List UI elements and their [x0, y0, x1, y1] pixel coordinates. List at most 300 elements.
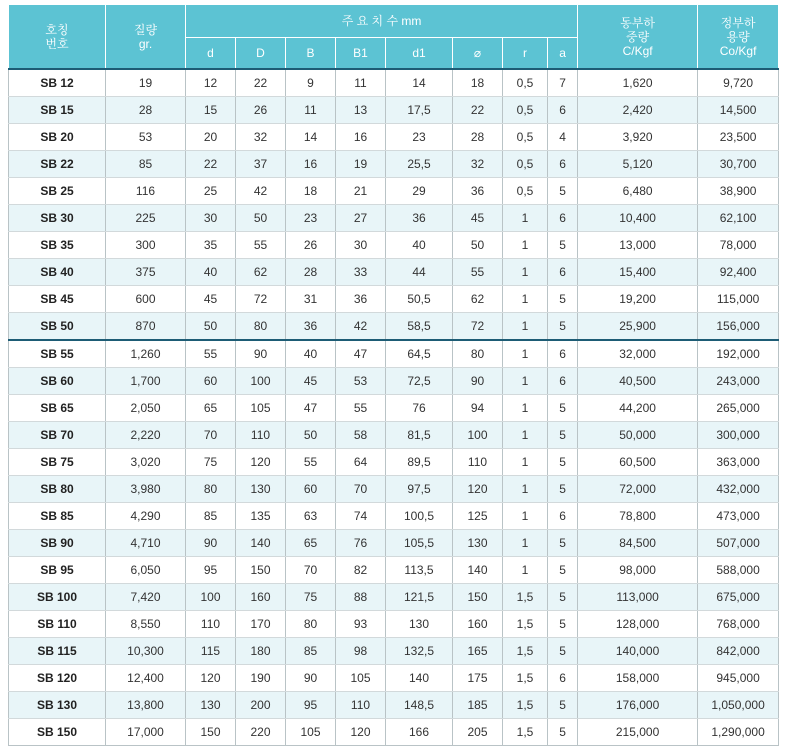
cell-static-load: 62,100	[698, 205, 779, 232]
cell-D: 220	[236, 719, 286, 746]
cell-D: 37	[236, 151, 286, 178]
header-dim-d1: d1	[386, 38, 453, 70]
cell-B: 14	[286, 124, 336, 151]
cell-d: 65	[186, 395, 236, 422]
cell-d1: 76	[386, 395, 453, 422]
cell-weight: 17,000	[106, 719, 186, 746]
cell-B1: 76	[336, 530, 386, 557]
cell-B: 36	[286, 313, 336, 341]
cell-dynamic-load: 6,480	[578, 178, 698, 205]
header-weight	[106, 5, 186, 70]
cell-weight: 85	[106, 151, 186, 178]
cell-B1: 74	[336, 503, 386, 530]
cell-d1: 14	[386, 69, 453, 97]
cell-B: 47	[286, 395, 336, 422]
table-row	[9, 584, 779, 611]
cell-D: 50	[236, 205, 286, 232]
cell-a: 5	[548, 449, 578, 476]
cell-a: 5	[548, 557, 578, 584]
cell-d1: 40	[386, 232, 453, 259]
cell-B: 80	[286, 611, 336, 638]
cell-diameter: 50	[453, 232, 503, 259]
cell-B1: 93	[336, 611, 386, 638]
bearing-spec-table	[8, 4, 779, 746]
cell-B: 65	[286, 530, 336, 557]
cell-d1: 121,5	[386, 584, 453, 611]
cell-dynamic-load: 15,400	[578, 259, 698, 286]
cell-diameter: 62	[453, 286, 503, 313]
cell-weight: 2,050	[106, 395, 186, 422]
cell-d: 40	[186, 259, 236, 286]
cell-designation: SB 50	[9, 313, 106, 341]
cell-B1: 53	[336, 368, 386, 395]
cell-static-load: 30,700	[698, 151, 779, 178]
cell-D: 135	[236, 503, 286, 530]
cell-diameter: 175	[453, 665, 503, 692]
cell-d1: 166	[386, 719, 453, 746]
cell-static-load: 842,000	[698, 638, 779, 665]
cell-static-load: 768,000	[698, 611, 779, 638]
cell-dynamic-load: 32,000	[578, 340, 698, 368]
cell-r: 1	[503, 259, 548, 286]
cell-diameter: 205	[453, 719, 503, 746]
cell-B1: 120	[336, 719, 386, 746]
cell-B: 60	[286, 476, 336, 503]
cell-r: 1	[503, 422, 548, 449]
cell-weight: 12,400	[106, 665, 186, 692]
cell-a: 4	[548, 124, 578, 151]
cell-r: 1	[503, 340, 548, 368]
cell-r: 0,5	[503, 69, 548, 97]
header-dim-r: r	[503, 38, 548, 70]
cell-weight: 4,710	[106, 530, 186, 557]
cell-D: 110	[236, 422, 286, 449]
cell-d: 25	[186, 178, 236, 205]
cell-B1: 27	[336, 205, 386, 232]
cell-a: 7	[548, 69, 578, 97]
cell-B: 50	[286, 422, 336, 449]
cell-diameter: 150	[453, 584, 503, 611]
cell-designation: SB 95	[9, 557, 106, 584]
cell-r: 1	[503, 449, 548, 476]
cell-designation: SB 55	[9, 340, 106, 368]
cell-a: 5	[548, 476, 578, 503]
cell-B1: 30	[336, 232, 386, 259]
cell-r: 1,5	[503, 665, 548, 692]
cell-B1: 70	[336, 476, 386, 503]
cell-r: 1	[503, 313, 548, 341]
cell-r: 1,5	[503, 692, 548, 719]
header-designation-line2: 번호	[45, 36, 69, 51]
cell-weight: 13,800	[106, 692, 186, 719]
cell-dynamic-load: 98,000	[578, 557, 698, 584]
cell-D: 190	[236, 665, 286, 692]
cell-a: 5	[548, 395, 578, 422]
table-row	[9, 178, 779, 205]
cell-d1: 105,5	[386, 530, 453, 557]
header-designation-line1: 호칭	[45, 22, 69, 37]
cell-B: 90	[286, 665, 336, 692]
table-row	[9, 368, 779, 395]
table-row	[9, 151, 779, 178]
header-dim-diameter: ⌀	[453, 38, 503, 70]
header-dynamic-load	[578, 5, 698, 70]
cell-r: 1	[503, 368, 548, 395]
table-row	[9, 69, 779, 97]
cell-dynamic-load: 158,000	[578, 665, 698, 692]
cell-d: 90	[186, 530, 236, 557]
cell-B1: 33	[336, 259, 386, 286]
cell-weight: 1,260	[106, 340, 186, 368]
cell-a: 5	[548, 313, 578, 341]
cell-r: 0,5	[503, 124, 548, 151]
table-row	[9, 611, 779, 638]
cell-static-load: 473,000	[698, 503, 779, 530]
cell-r: 1	[503, 557, 548, 584]
cell-static-load: 507,000	[698, 530, 779, 557]
cell-diameter: 160	[453, 611, 503, 638]
cell-D: 105	[236, 395, 286, 422]
cell-D: 140	[236, 530, 286, 557]
cell-d: 12	[186, 69, 236, 97]
cell-static-load: 23,500	[698, 124, 779, 151]
cell-diameter: 72	[453, 313, 503, 341]
cell-dynamic-load: 140,000	[578, 638, 698, 665]
cell-B: 16	[286, 151, 336, 178]
cell-designation: SB 130	[9, 692, 106, 719]
cell-B: 45	[286, 368, 336, 395]
cell-diameter: 22	[453, 97, 503, 124]
cell-d1: 36	[386, 205, 453, 232]
cell-designation: SB 75	[9, 449, 106, 476]
cell-dynamic-load: 25,900	[578, 313, 698, 341]
cell-D: 170	[236, 611, 286, 638]
cell-static-load: 243,000	[698, 368, 779, 395]
cell-a: 6	[548, 259, 578, 286]
table-row	[9, 259, 779, 286]
cell-B1: 55	[336, 395, 386, 422]
cell-dynamic-load: 50,000	[578, 422, 698, 449]
cell-static-load: 156,000	[698, 313, 779, 341]
cell-d: 75	[186, 449, 236, 476]
cell-a: 5	[548, 232, 578, 259]
cell-B1: 110	[336, 692, 386, 719]
cell-B1: 82	[336, 557, 386, 584]
cell-d1: 29	[386, 178, 453, 205]
cell-B: 55	[286, 449, 336, 476]
cell-a: 6	[548, 340, 578, 368]
cell-a: 6	[548, 205, 578, 232]
table-row	[9, 286, 779, 313]
cell-diameter: 120	[453, 476, 503, 503]
cell-designation: SB 65	[9, 395, 106, 422]
cell-D: 32	[236, 124, 286, 151]
cell-a: 5	[548, 286, 578, 313]
cell-B1: 16	[336, 124, 386, 151]
table-row	[9, 205, 779, 232]
header-dim-a: a	[548, 38, 578, 70]
header-weight-line1: 질량	[133, 22, 158, 37]
cell-dynamic-load: 40,500	[578, 368, 698, 395]
cell-a: 6	[548, 151, 578, 178]
cell-diameter: 28	[453, 124, 503, 151]
cell-d: 60	[186, 368, 236, 395]
table-row	[9, 692, 779, 719]
cell-D: 55	[236, 232, 286, 259]
cell-diameter: 36	[453, 178, 503, 205]
cell-designation: SB 22	[9, 151, 106, 178]
cell-weight: 3,980	[106, 476, 186, 503]
cell-B: 26	[286, 232, 336, 259]
cell-designation: SB 30	[9, 205, 106, 232]
cell-B1: 36	[336, 286, 386, 313]
cell-d: 130	[186, 692, 236, 719]
cell-d1: 25,5	[386, 151, 453, 178]
cell-dynamic-load: 176,000	[578, 692, 698, 719]
table-row	[9, 638, 779, 665]
cell-dynamic-load: 128,000	[578, 611, 698, 638]
cell-static-load: 92,400	[698, 259, 779, 286]
cell-designation: SB 115	[9, 638, 106, 665]
cell-D: 120	[236, 449, 286, 476]
header-dim-B1: B1	[336, 38, 386, 70]
cell-d: 85	[186, 503, 236, 530]
header-designation	[9, 5, 106, 70]
cell-diameter: 185	[453, 692, 503, 719]
cell-diameter: 18	[453, 69, 503, 97]
cell-diameter: 165	[453, 638, 503, 665]
cell-B1: 105	[336, 665, 386, 692]
cell-d1: 148,5	[386, 692, 453, 719]
cell-d: 115	[186, 638, 236, 665]
cell-r: 1,5	[503, 719, 548, 746]
cell-B1: 58	[336, 422, 386, 449]
cell-a: 5	[548, 530, 578, 557]
cell-D: 180	[236, 638, 286, 665]
cell-r: 1	[503, 395, 548, 422]
cell-weight: 116	[106, 178, 186, 205]
cell-B: 95	[286, 692, 336, 719]
cell-r: 1	[503, 530, 548, 557]
cell-weight: 4,290	[106, 503, 186, 530]
cell-diameter: 94	[453, 395, 503, 422]
header-weight-line2: gr.	[138, 36, 153, 51]
cell-diameter: 90	[453, 368, 503, 395]
cell-diameter: 140	[453, 557, 503, 584]
cell-d1: 140	[386, 665, 453, 692]
cell-weight: 8,550	[106, 611, 186, 638]
cell-d: 22	[186, 151, 236, 178]
cell-d1: 64,5	[386, 340, 453, 368]
table-row	[9, 97, 779, 124]
cell-d1: 58,5	[386, 313, 453, 341]
cell-d1: 97,5	[386, 476, 453, 503]
cell-static-load: 432,000	[698, 476, 779, 503]
cell-B: 40	[286, 340, 336, 368]
table-row	[9, 313, 779, 341]
cell-B: 28	[286, 259, 336, 286]
cell-diameter: 32	[453, 151, 503, 178]
header-static-load-line2: 용량	[726, 29, 750, 44]
cell-B1: 98	[336, 638, 386, 665]
cell-D: 90	[236, 340, 286, 368]
cell-B: 11	[286, 97, 336, 124]
cell-dynamic-load: 72,000	[578, 476, 698, 503]
table-row	[9, 422, 779, 449]
cell-d1: 100,5	[386, 503, 453, 530]
cell-D: 160	[236, 584, 286, 611]
cell-D: 100	[236, 368, 286, 395]
cell-designation: SB 120	[9, 665, 106, 692]
cell-B1: 19	[336, 151, 386, 178]
cell-B1: 88	[336, 584, 386, 611]
cell-weight: 6,050	[106, 557, 186, 584]
cell-r: 1	[503, 232, 548, 259]
cell-B1: 42	[336, 313, 386, 341]
header-dynamic-load-line3: C/Kgf	[622, 43, 653, 58]
cell-d: 20	[186, 124, 236, 151]
cell-a: 6	[548, 665, 578, 692]
header-static-load-line1: 정부하	[720, 15, 756, 30]
cell-dynamic-load: 44,200	[578, 395, 698, 422]
cell-diameter: 125	[453, 503, 503, 530]
cell-B: 31	[286, 286, 336, 313]
cell-r: 0,5	[503, 151, 548, 178]
cell-D: 80	[236, 313, 286, 341]
header-dim-d: d	[186, 38, 236, 70]
cell-B: 75	[286, 584, 336, 611]
cell-weight: 375	[106, 259, 186, 286]
cell-d1: 50,5	[386, 286, 453, 313]
cell-D: 130	[236, 476, 286, 503]
cell-static-load: 38,900	[698, 178, 779, 205]
table-row	[9, 395, 779, 422]
cell-static-load: 675,000	[698, 584, 779, 611]
cell-designation: SB 15	[9, 97, 106, 124]
cell-d: 150	[186, 719, 236, 746]
cell-designation: SB 40	[9, 259, 106, 286]
cell-a: 5	[548, 692, 578, 719]
cell-d: 30	[186, 205, 236, 232]
cell-B: 105	[286, 719, 336, 746]
cell-diameter: 55	[453, 259, 503, 286]
table-row	[9, 530, 779, 557]
cell-D: 62	[236, 259, 286, 286]
cell-static-load: 78,000	[698, 232, 779, 259]
table-row	[9, 449, 779, 476]
cell-r: 1	[503, 476, 548, 503]
cell-d: 100	[186, 584, 236, 611]
cell-r: 1	[503, 503, 548, 530]
cell-diameter: 45	[453, 205, 503, 232]
cell-r: 1	[503, 286, 548, 313]
header-dynamic-load-line1: 동부하	[620, 15, 655, 30]
cell-a: 5	[548, 638, 578, 665]
cell-static-load: 1,290,000	[698, 719, 779, 746]
cell-designation: SB 12	[9, 69, 106, 97]
cell-static-load: 945,000	[698, 665, 779, 692]
cell-a: 5	[548, 719, 578, 746]
cell-d: 95	[186, 557, 236, 584]
cell-designation: SB 90	[9, 530, 106, 557]
cell-designation: SB 85	[9, 503, 106, 530]
cell-dynamic-load: 2,420	[578, 97, 698, 124]
table-row	[9, 232, 779, 259]
cell-d: 110	[186, 611, 236, 638]
cell-d: 55	[186, 340, 236, 368]
table-row	[9, 503, 779, 530]
cell-static-load: 588,000	[698, 557, 779, 584]
cell-static-load: 115,000	[698, 286, 779, 313]
cell-B1: 64	[336, 449, 386, 476]
cell-diameter: 110	[453, 449, 503, 476]
cell-d: 70	[186, 422, 236, 449]
cell-dynamic-load: 5,120	[578, 151, 698, 178]
table-row	[9, 124, 779, 151]
cell-B: 85	[286, 638, 336, 665]
cell-a: 6	[548, 368, 578, 395]
cell-D: 72	[236, 286, 286, 313]
cell-weight: 10,300	[106, 638, 186, 665]
cell-r: 1,5	[503, 611, 548, 638]
cell-d1: 17,5	[386, 97, 453, 124]
cell-B: 18	[286, 178, 336, 205]
bearing-spec-table-container	[8, 4, 778, 746]
cell-dynamic-load: 13,000	[578, 232, 698, 259]
cell-a: 6	[548, 97, 578, 124]
cell-diameter: 100	[453, 422, 503, 449]
cell-r: 1,5	[503, 584, 548, 611]
cell-dynamic-load: 84,500	[578, 530, 698, 557]
cell-dynamic-load: 60,500	[578, 449, 698, 476]
cell-d1: 44	[386, 259, 453, 286]
cell-designation: SB 35	[9, 232, 106, 259]
cell-a: 5	[548, 584, 578, 611]
cell-d1: 132,5	[386, 638, 453, 665]
cell-d: 35	[186, 232, 236, 259]
cell-d1: 81,5	[386, 422, 453, 449]
cell-weight: 7,420	[106, 584, 186, 611]
cell-d: 15	[186, 97, 236, 124]
cell-d: 120	[186, 665, 236, 692]
cell-d1: 89,5	[386, 449, 453, 476]
cell-d: 45	[186, 286, 236, 313]
cell-static-load: 192,000	[698, 340, 779, 368]
cell-designation: SB 110	[9, 611, 106, 638]
cell-a: 5	[548, 178, 578, 205]
cell-B1: 47	[336, 340, 386, 368]
cell-static-load: 14,500	[698, 97, 779, 124]
cell-static-load: 1,050,000	[698, 692, 779, 719]
cell-diameter: 80	[453, 340, 503, 368]
cell-d1: 23	[386, 124, 453, 151]
cell-d: 80	[186, 476, 236, 503]
cell-B1: 11	[336, 69, 386, 97]
cell-D: 200	[236, 692, 286, 719]
cell-weight: 300	[106, 232, 186, 259]
cell-dynamic-load: 113,000	[578, 584, 698, 611]
cell-d1: 130	[386, 611, 453, 638]
cell-diameter: 130	[453, 530, 503, 557]
header-dynamic-load-line2: 중량	[625, 29, 650, 44]
cell-weight: 870	[106, 313, 186, 341]
cell-static-load: 9,720	[698, 69, 779, 97]
cell-dynamic-load: 3,920	[578, 124, 698, 151]
table-header	[9, 5, 779, 70]
cell-designation: SB 20	[9, 124, 106, 151]
cell-B1: 13	[336, 97, 386, 124]
cell-weight: 53	[106, 124, 186, 151]
